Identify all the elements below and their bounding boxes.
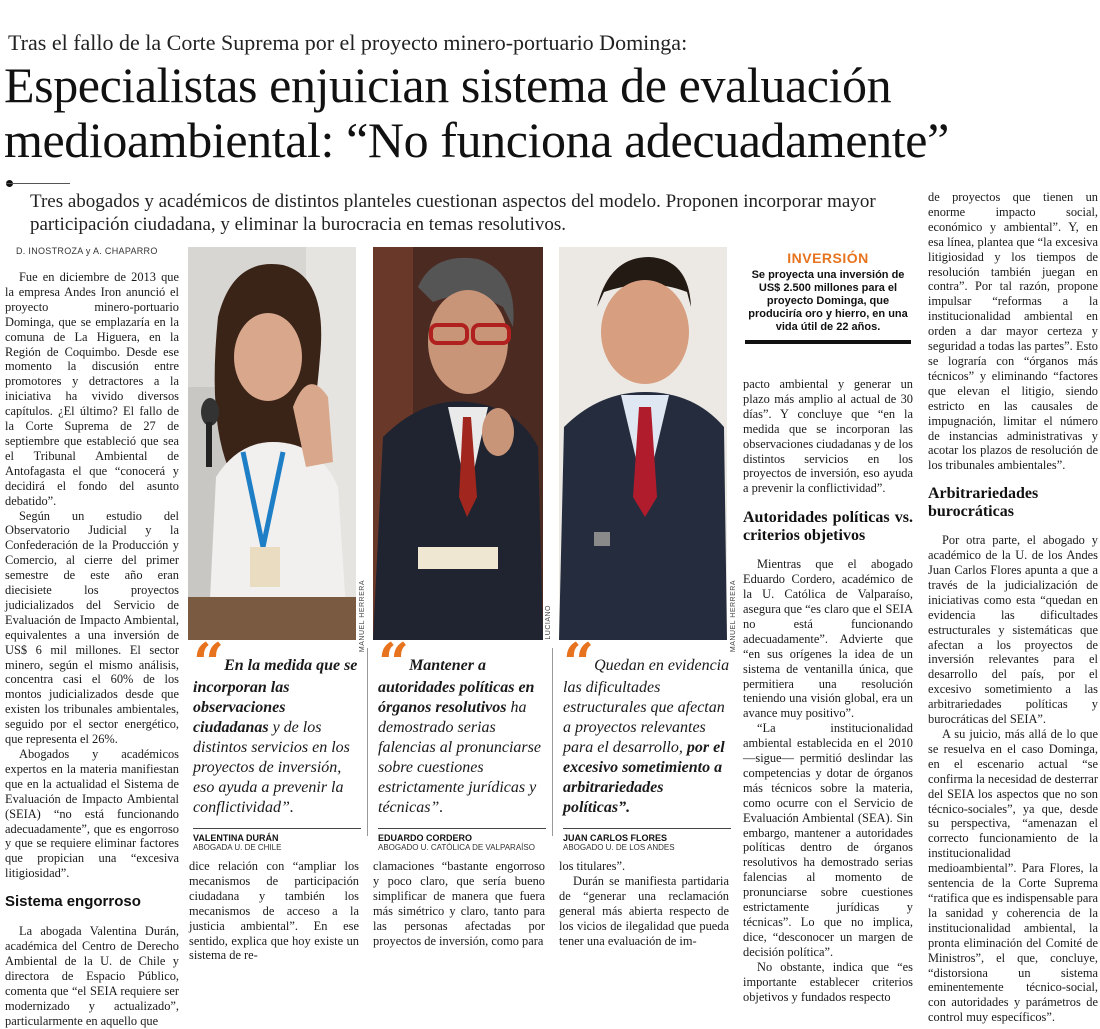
portrait-illustration <box>373 247 543 640</box>
column-rule <box>552 648 553 836</box>
paragraph: No obstante, indica que “es importante establecer criterios objetivos y fundados respecto <box>743 959 913 1004</box>
quote-text: “ Quedan en evidencia las dificultades estructurales que afectan a proyectos relevantes para el desarrollo, por el excesivo sometimiento a arbitrariedades políticas”. <box>563 631 730 816</box>
quote-author-role: ABOGADA U. DE CHILE <box>193 843 282 852</box>
article-column-4 <box>559 859 729 948</box>
column-rule <box>367 648 368 836</box>
article-column-3 <box>373 859 545 948</box>
paragraph: de proyectos que tienen un enorme impacto social, económico y ambiental”. Y, en esa línea, plantea que “la excesiva litigiosidad y los tiempos de resolución también juegan en contra”. Por tal razón, propone impulsar “reformas a la institucionalidad ambiental en orden a dar mayor certeza y seguridad a todas las partes”. Esto se lograría con “órganos más técnicos” y eliminando “factores que elevan el litigio, siendo estricto en las causales de impugnación, limitar el número de instancias administrativas y acotar los plazos de resolución de los tribunales ambientales”. <box>928 190 1098 473</box>
quote-divider <box>378 828 546 829</box>
paragraph: Abogados y académicos expertos en la materia manifiestan que en la actualidad el Sistema de Evaluación de Impacto Ambiental (SEIA) “no está funcionando adecuadamente”, que es engorroso y que se requiere eliminar factores que propician una “excesiva litigiosidad”. <box>5 747 179 881</box>
quote-mark-icon: “ <box>193 631 219 695</box>
paragraph: pacto ambiental y generar un plazo más amplio al actual de 30 días”. Y concluye que “en la medida que se incorporan las observaciones ciudadanas y de los distintos servicios en los proyectos de inversión, eso ayuda a prevenir la conflictividad”. <box>743 377 913 496</box>
quote-author: JUAN CARLOS FLORES <box>563 833 668 843</box>
section-subhead: Autoridades políticas vs. criterios objetivos <box>743 509 913 545</box>
photo-eduardo-cordero <box>373 247 543 640</box>
quote-author: EDUARDO CORDERO <box>378 833 473 843</box>
photo-juan-carlos-flores <box>559 247 727 640</box>
photo-valentina-duran <box>188 247 356 640</box>
photo-credit: MANUEL HERRERA <box>730 580 737 653</box>
article-column-2 <box>189 859 359 963</box>
paragraph: los titulares”. <box>559 859 626 873</box>
paragraph: Durán se manifiesta partidaria de “generar una reclamación general más abierta respecto de los vicios de ilegalidad que pueda tener una evaluación de im- <box>559 873 729 948</box>
headline: Especialistas enjuician sistema de evaluación medioambiental: “No funciona adecuadamente” <box>4 57 949 168</box>
paragraph: A su juicio, más allá de lo que se resuelva en el caso Dominga, en el escenario actual “se confirma la necesidad de desterrar del SEIA los aspectos que no son técnico-sociales”, ya que, desde su perspectiva, “amenazan el correcto funcionamiento de la institucionalidad medioambiental”. Para Flores, la sentencia de la Corte Suprema “ratifica que es indispensable para la sanidad y coherencia de la institucionalidad ambiental, la pronta eliminación del Comité de Ministros”, el que, concluye, “distorsiona un sistema eminentemente técnico-social, con autoridades y parámetros de control muy específicos”. <box>928 727 1098 1025</box>
quote-author-role: ABOGADO U. DE LOS ANDES <box>563 843 675 852</box>
portrait-illustration <box>559 247 727 640</box>
paragraph: Fue en diciembre de 2013 que la empresa Andes Iron anunció el proyecto minero-portuario Dominga, que se emplazaría en la comuna de La Higuera, en la Región de Coquimbo. Desde ese momento la discusión entre promotores y detractores a la iniciativa ha vivido diversos capítulos. ¿El último? El fallo de la Corte Suprema de 27 de septiembre que estableció que sea el Tribunal Ambiental de Antofagasta el que “conocerá y decidirá el fondo del asunto debatido”. <box>5 270 179 508</box>
quote-author-role: ABOGADO U. CATÓLICA DE VALPARAÍSO <box>378 843 535 852</box>
inversion-box <box>745 250 911 344</box>
paragraph: La abogada Valentina Durán, académica del Centro de Derecho Ambiental de la U. de Chile y directora de Espacio Público, comenta que “el SEIA requiere ser modernizado y actualizado”, particularmente en aquello que <box>5 924 179 1028</box>
quote-mark-icon: “ <box>563 631 589 695</box>
paragraph: Por otra parte, el abogado y académico de la U. de los Andes Juan Carlos Flores apunta a que a través de la judicialización de iniciativas como esta “quedan en evidencia las dificultades estructurales y sistemáticas que afectan a los proyectos de inversión relevantes para el desarrollo del país, por el excesivo sometimiento a las arbitrariedades políticas y burocráticas del SEIA”. <box>928 533 1098 727</box>
section-subhead: Sistema engorroso <box>5 893 141 911</box>
paragraph: clamaciones “bastante engorroso y poco claro, que sería bueno simplificar de manera que fuera más simétrico y claro, tanto para las personas afectadas por proyectos de inversión, como para <box>373 859 545 948</box>
portrait-illustration <box>188 247 356 640</box>
quote-author: VALENTINA DURÁN <box>193 833 279 843</box>
article-column-6 <box>928 190 1098 1025</box>
box-bottom-rule <box>745 340 911 344</box>
paragraph: Mientras que el abogado Eduardo Cordero, académico de la U. Católica de Valparaíso, asegura que “es claro que el SEIA no está funcionando adecuadamente”. Advierte que “en sus orígenes la idea de un sistema de ventanilla única, que permitiera una resolución teniendo una visión global, era un avance muy positivo”. <box>743 557 913 721</box>
quote-divider <box>193 828 361 829</box>
photo-credit: MANUEL HERRERA <box>359 580 366 653</box>
section-subhead: Arbitrariedades burocráticas <box>928 485 1039 521</box>
pull-quote <box>563 631 731 852</box>
paragraph: “La institucionalidad ambiental establecida en el 2010 —sigue— permitió deslindar las competencias y dotar de órganos más técnicos sobre la materia, como ocurre con el Servicio de Evaluación Ambiental (SEA). Sin embargo, mantener a autoridades políticas dentro de órganos resolutivos ha demostrado serias falencias al momento de pronunciarse sobre cuestiones estrictamente jurídicas y técnicas”. Lo que no implica, dice, “desconocer un margen de decisión política”. <box>743 721 913 959</box>
quote-text: “ Mantener a autoridades políticas en órganos resolutivos ha demostrado serias falencias al pronunciarse sobre cuestiones estrictamente jurídicas y técnicas”. <box>378 631 541 816</box>
pull-quote <box>193 631 361 852</box>
paragraph: Según un estudio del Observatorio Judicial y la Confederación de la Producción y Comercio, al cierre del primer semestre de este año eran diecisiete los proyectos judicializados del Servicio de Evaluación de Impacto Ambiental, equivalentes a una inversión de US$ 6 mil millones. El sector minero, según el mismo análisis, concentra casi el 60% de los montos judicializados desde que existen los tribunales ambientales, seguido por el sector energético, que representa el 26%. <box>5 508 179 747</box>
deck-rule <box>6 183 70 184</box>
pull-quote <box>378 631 546 852</box>
quote-text: “ En la medida que se incorporan las observaciones ciudadanas y de los distintos servicios en los proyectos de inversión, eso ayuda a prevenir la conflictividad”. <box>193 631 358 816</box>
deck: Tres abogados y académicos de distintos planteles cuestionan aspectos del modelo. Proponen incorporar mayor participación ciudadana, y eliminar la burocracia en temas resolutivos. <box>30 191 876 235</box>
paragraph: dice relación con “ampliar los mecanismos de participación ciudadana y también los mecanismos de acceso a la justicia ambiental”. En ese sentido, explica que hoy existe un sistema de re- <box>189 859 359 963</box>
photo-credit: LUCIANO <box>545 605 552 640</box>
byline: D. INOSTROZA y A. CHAPARRO <box>16 246 158 256</box>
kicker: Tras el fallo de la Corte Suprema por el proyecto minero-portuario Dominga: <box>8 30 688 55</box>
article-column-5 <box>743 377 913 1004</box>
article-column-1 <box>5 270 179 1029</box>
quote-mark-icon: “ <box>378 631 404 695</box>
inversion-title: INVERSIÓN <box>787 250 869 266</box>
inversion-body: Se proyecta una inversión de US$ 2.500 millones para el proyecto Dominga, que produciría oro y hierro, en una vida útil de 22 años. <box>748 269 908 333</box>
quote-divider <box>563 828 731 829</box>
